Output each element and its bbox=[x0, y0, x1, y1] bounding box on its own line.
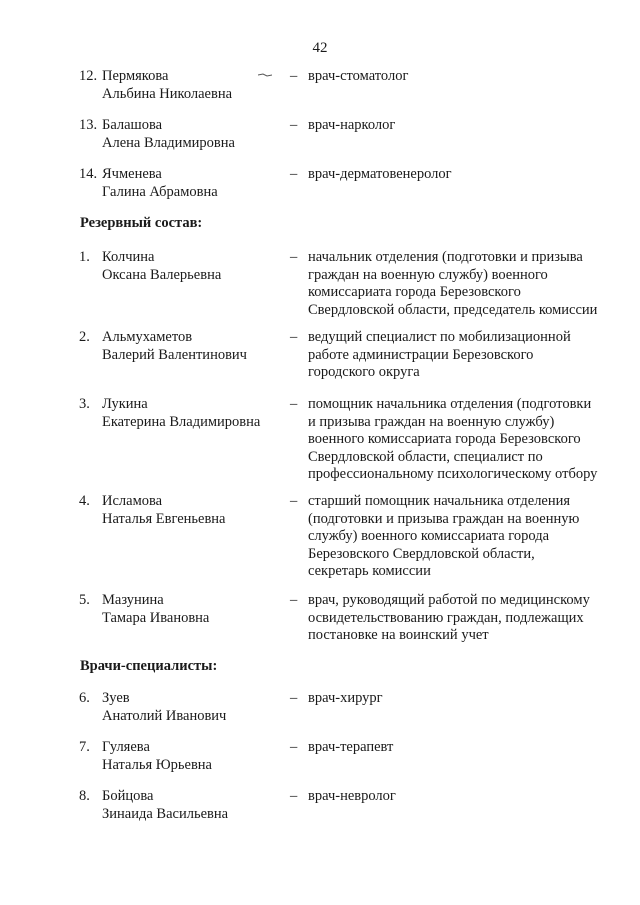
role-line: военного комиссариата города Березовского bbox=[308, 431, 581, 447]
entry-number: 1. bbox=[79, 249, 90, 265]
role-line: ведущий специалист по мобилизационной bbox=[308, 329, 571, 345]
role-line: освидетельствованию граждан, подлежащих bbox=[308, 609, 584, 626]
role-line: граждан на военную службу) военного bbox=[308, 266, 548, 283]
person-role bbox=[308, 249, 628, 319]
role-line: Свердловской области, председатель комиссии bbox=[308, 301, 598, 318]
dash: – bbox=[290, 396, 298, 412]
role-line: врач, руководящий работой по медицинскому bbox=[308, 592, 590, 608]
dash: – bbox=[290, 690, 298, 706]
dash: – bbox=[290, 68, 298, 84]
person-role bbox=[308, 690, 628, 708]
role-line: городского округа bbox=[308, 364, 420, 380]
dash: – bbox=[290, 249, 298, 265]
entry-number: 13. bbox=[79, 117, 98, 133]
person-first-name: Алена Владимировна bbox=[102, 134, 235, 151]
section-heading-reserve: Резервный состав: bbox=[80, 215, 203, 231]
person-first-name: Тамара Ивановна bbox=[102, 609, 210, 626]
entry-number: 14. bbox=[79, 166, 98, 182]
role-line: работе администрации Березовского bbox=[308, 346, 534, 363]
person-role bbox=[308, 117, 628, 135]
person-last-name: Балашова bbox=[102, 117, 163, 133]
person-last-name: Гуляева bbox=[102, 739, 150, 755]
person-role bbox=[308, 396, 628, 484]
dash: – bbox=[290, 493, 298, 509]
person-name bbox=[102, 690, 282, 725]
person-role bbox=[308, 493, 628, 581]
person-first-name: Наталья Евгеньевна bbox=[102, 510, 226, 527]
person-name bbox=[102, 68, 282, 103]
dash: – bbox=[290, 166, 298, 182]
role-line: комиссариата города Березовского bbox=[308, 284, 521, 300]
person-name bbox=[102, 329, 282, 364]
person-first-name: Альбина Николаевна bbox=[102, 85, 233, 102]
person-last-name: Пермякова bbox=[102, 68, 169, 84]
person-name bbox=[102, 788, 282, 823]
person-name bbox=[102, 493, 282, 528]
role-line: и призыва граждан на военную службу) bbox=[308, 413, 555, 430]
person-name bbox=[102, 592, 282, 627]
role-line: Березовского Свердловской области, bbox=[308, 545, 535, 562]
dash: – bbox=[290, 788, 298, 804]
role-line: врач-невролог bbox=[308, 788, 396, 804]
person-first-name: Наталья Юрьевна bbox=[102, 756, 212, 773]
role-line: врач-терапевт bbox=[308, 739, 394, 755]
person-role bbox=[308, 166, 628, 184]
person-last-name: Бойцова bbox=[102, 788, 154, 804]
person-name bbox=[102, 249, 282, 284]
role-line: профессиональному психологическому отбору bbox=[308, 466, 598, 482]
person-last-name: Зуев bbox=[102, 690, 130, 706]
entry-number: 3. bbox=[79, 396, 90, 412]
role-line: Свердловской области, специалист по bbox=[308, 448, 543, 465]
person-last-name: Альмухаметов bbox=[102, 329, 193, 345]
entry-number: 8. bbox=[79, 788, 90, 804]
section-heading-doctors: Врачи-специалисты: bbox=[80, 658, 218, 674]
person-first-name: Валерий Валентинович bbox=[102, 346, 247, 363]
person-first-name: Анатолий Иванович bbox=[102, 707, 227, 724]
role-line: службу) военного комиссариата города bbox=[308, 528, 550, 544]
role-line: врач-дерматовенеролог bbox=[308, 166, 452, 182]
role-line: врач-хирург bbox=[308, 690, 383, 706]
entry-number: 6. bbox=[79, 690, 90, 706]
person-role bbox=[308, 68, 628, 86]
person-role bbox=[308, 329, 628, 382]
person-role bbox=[308, 788, 628, 806]
role-line: старший помощник начальника отделения bbox=[308, 493, 571, 509]
entry-number: 7. bbox=[79, 739, 90, 755]
role-line: врач-нарколог bbox=[308, 117, 396, 133]
page-number: 42 bbox=[312, 40, 328, 56]
person-first-name: Оксана Валерьевна bbox=[102, 266, 222, 283]
person-first-name: Зинаида Васильевна bbox=[102, 805, 229, 822]
dash: – bbox=[290, 329, 298, 345]
dash: – bbox=[290, 592, 298, 608]
role-line: постановке на воинский учет bbox=[308, 627, 489, 643]
person-name bbox=[102, 739, 282, 774]
person-last-name: Лукина bbox=[102, 396, 148, 412]
entry-number: 5. bbox=[79, 592, 90, 608]
role-line: секретарь комиссии bbox=[308, 563, 431, 579]
person-last-name: Ячменева bbox=[102, 166, 162, 182]
person-first-name: Екатерина Владимировна bbox=[102, 413, 261, 430]
role-line: (подготовки и призыва граждан на военную bbox=[308, 510, 580, 527]
entry-number: 4. bbox=[79, 493, 90, 509]
person-last-name: Исламова bbox=[102, 493, 163, 509]
person-name bbox=[102, 117, 282, 152]
person-name bbox=[102, 166, 282, 201]
person-first-name: Галина Абрамовна bbox=[102, 183, 218, 200]
person-name bbox=[102, 396, 282, 431]
person-last-name: Мазунина bbox=[102, 592, 164, 608]
entry-number: 12. bbox=[79, 68, 98, 84]
person-role bbox=[308, 592, 628, 645]
dash: – bbox=[290, 117, 298, 133]
role-line: помощник начальника отделения (подготовки bbox=[308, 396, 592, 412]
entry-number: 2. bbox=[79, 329, 90, 345]
dash: – bbox=[290, 739, 298, 755]
person-last-name: Колчина bbox=[102, 249, 155, 265]
role-line: врач-стоматолог bbox=[308, 68, 409, 84]
role-line: начальник отделения (подготовки и призыва bbox=[308, 249, 583, 265]
person-role bbox=[308, 739, 628, 757]
